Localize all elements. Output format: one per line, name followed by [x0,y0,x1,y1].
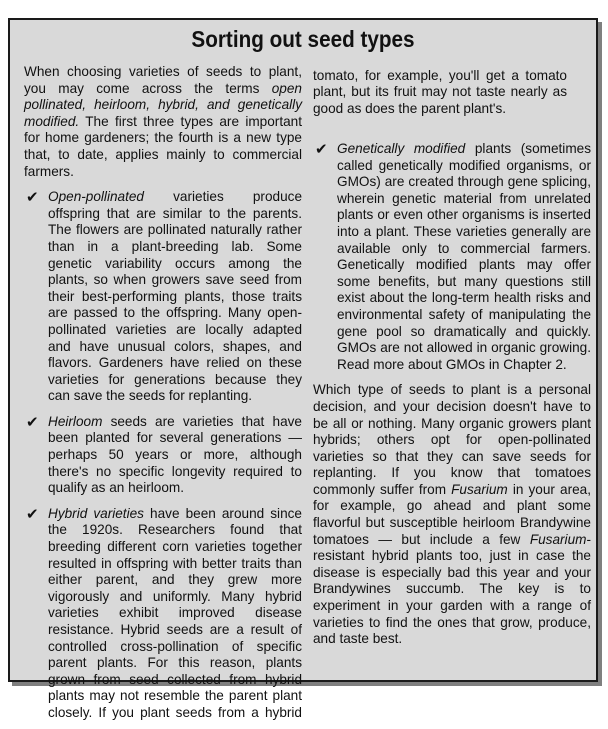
closing-text-a: Which type of seeds to plant is a personal decision, and your decision doesn't have to be all or nothing. Many organic growers plant hybrids; others opt for open-pollinated varieties so that they can save seeds for replanting. If you know that tomatoes commonly suffer from [313,382,591,497]
bullet-text: varieties produce offspring that are similar to the parents. The flowers are pollinated naturally rather than in a plant-breeding lab. Some genetic variability occurs among the plants, so when growers save seed from their best-performing plants, those traits are passed to the offspring. Many open-pollinated varieties are locally adapted and have unusual colors, shapes, and flavors. Gardeners have relied on these varieties for generations because they can save the seeds for replanting. [48,189,302,404]
bullet-term: Open-pollinated [48,189,144,205]
intro-terms: open pollinated, heirloom, hybrid, and genetically modified. [24,80,302,129]
bullet-hybrid [24,506,302,720]
bullet-text: seeds are varieties that have been planted for several generations — perhaps 50 years or more, although there's no specific longevity required to qualify as an heirloom. [48,413,302,496]
left-column [24,64,302,729]
closing-fusarium-2: Fusarium [529,531,587,547]
bullet-text: plants (sometimes called genetically modified organisms, or GMOs) are created through gene splicing, wherein genetic material from unrelated plants or even other organisms is inserted into a plant. These varieties generally are available only to commercial farmers. Genetically modified plants may offer some benefits, but many questions still exist about the long-term health risks and environmental safety of manipulating the gene pool so dramatically and quickly. GMOs are not allowed in organic growing. Read more about GMOs in Chapter 2. [337,141,592,372]
intro-text-b: The first three types are important for home gardeners; the fourth is a new type that, to date, applies mainly to commercial farmers. [24,113,302,179]
sidebar-title: Sorting out seed types [191,26,415,52]
intro-text-a: When choosing varieties of seeds to plant, you may come across the terms [24,64,302,96]
check-mark-icon: ✔ [26,505,39,523]
closing-fusarium: Fusarium [451,481,508,497]
closing-text-b: in your area, for example, go ahead and plant some flavorful but susceptible heirloom Brandywine tomatoes — but include a few [313,481,591,547]
closing-text-c: -resistant hybrid plants too, just in case the disease is especially bad this year and your Brandywines succumb. The key is to experiment in your garden with a range of varieties to find the ones that grow, produce, and taste best. [313,531,591,647]
hybrid-continuation-text [313,66,567,118]
bullet-term: Heirloom [48,413,103,429]
bullet-open-pollinated [24,189,302,405]
check-mark-icon: ✔ [26,412,39,431]
sidebar-box [8,18,598,720]
closing-paragraph [313,382,591,648]
bullet-heirloom [24,414,302,497]
intro-paragraph [24,64,302,180]
bullet-text: tomato, for example, you'll get a tomato plant, but its fruit may not taste nearly as good as does the parent plant's. [313,67,567,116]
bullet-term: Hybrid varieties [48,505,144,521]
check-mark-icon: ✔ [26,188,39,207]
right-column [313,66,591,657]
hybrid-continuation [313,66,591,132]
bullet-text: have been around since the 1920s. Researchers found that breeding different corn varieties together resulted in offspring with better traits than either parent, and they grew more vigorously and uniformly. Many hybrid varieties exhibit improved disease resistance. Hybrid seeds are a result of controlled cross-pollination of specific parent plants. For this reason, plants grown from seed collected from hybrid plants may not resemble the parent plant closely. If you plant seeds from a hybrid [48,505,302,720]
check-mark-icon: ✔ [315,140,328,158]
bullet-term: Genetically modified [337,141,466,156]
bullet-genetically-modified [313,141,591,373]
